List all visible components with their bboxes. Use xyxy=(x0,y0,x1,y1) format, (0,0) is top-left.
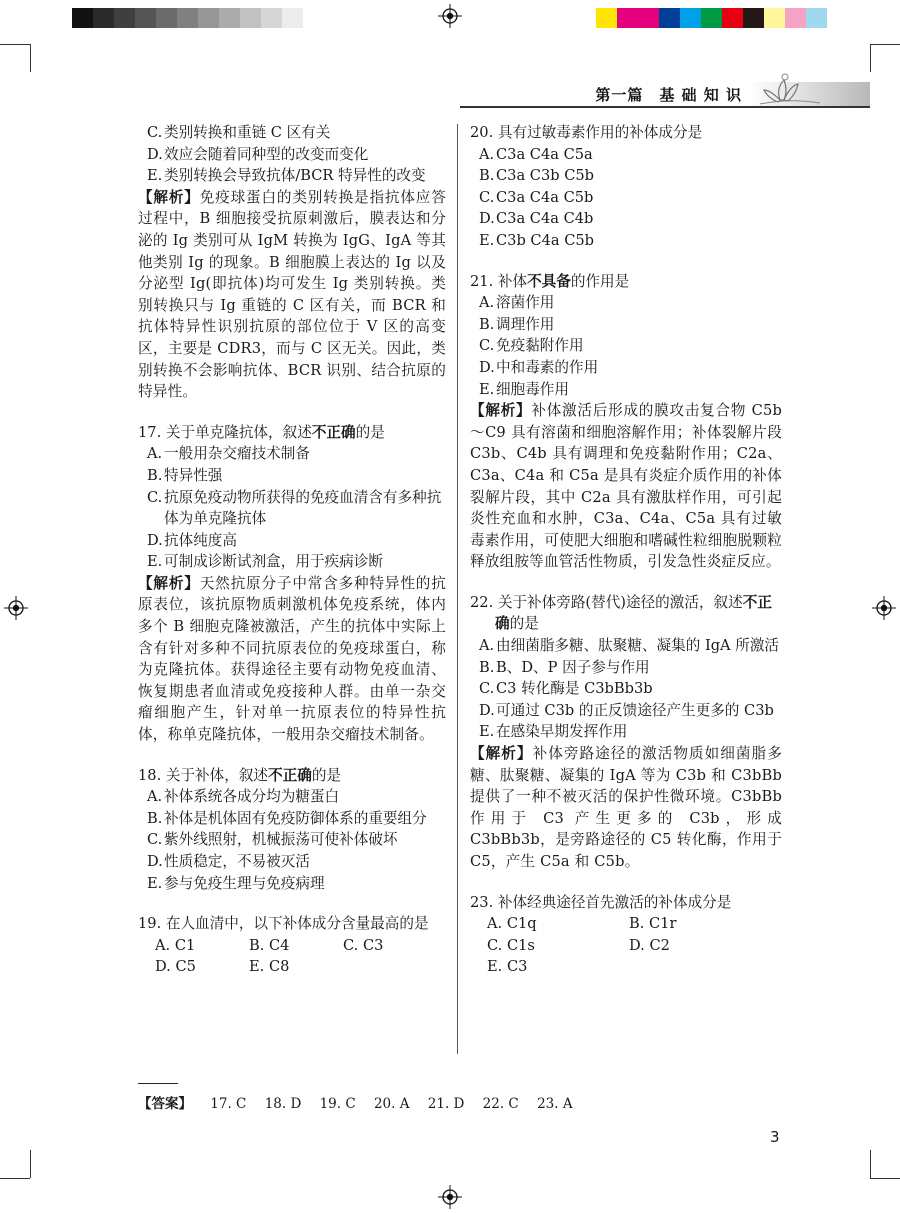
option: E. C3b C4a C5b xyxy=(479,231,595,249)
option: B. C4 xyxy=(249,936,290,954)
answer-item: 17. C xyxy=(210,1096,247,1112)
color-swatch xyxy=(722,8,743,28)
option: E. 在感染早期发挥作用 xyxy=(479,723,628,741)
right-column xyxy=(470,122,782,978)
option: B. C1r xyxy=(629,915,677,933)
running-header xyxy=(460,84,870,108)
option: E. 可制成诊断试剂盒，用于疾病诊断 xyxy=(147,553,383,571)
crop-mark xyxy=(870,44,871,72)
question-stem: 19. 在人血清中，以下补体成分含量最高的是 xyxy=(138,915,429,933)
answer-item: 18. D xyxy=(264,1096,302,1112)
question-stem: 23. 补体经典途径首先激活的补体成分是 xyxy=(470,893,732,911)
color-swatch xyxy=(785,8,806,28)
answer-key xyxy=(138,1092,587,1112)
option: D.抗体纯度高 xyxy=(147,531,237,549)
option: B. C3a C3b C5b xyxy=(479,167,595,185)
gray-swatch xyxy=(198,8,219,28)
option: A. 一般用杂交瘤技术制备 xyxy=(147,445,310,463)
option: C. C3 xyxy=(343,936,384,954)
registration-mark-icon xyxy=(872,596,896,620)
option: E. C8 xyxy=(249,958,290,976)
color-swatch xyxy=(659,8,680,28)
crop-mark xyxy=(870,1150,871,1178)
option: A. 补体系统各成分均为糖蛋白 xyxy=(147,788,340,806)
gray-calibration-strip xyxy=(72,8,303,28)
gray-swatch xyxy=(135,8,156,28)
gray-swatch xyxy=(177,8,198,28)
answer-item: 23. A xyxy=(537,1096,573,1112)
option: C. 抗原免疫动物所获得的免疫血清含有多种抗体为单克隆抗体 xyxy=(147,488,442,528)
option: C. C3 转化酶是 C3bBb3b xyxy=(479,680,653,698)
crop-mark xyxy=(0,44,30,45)
crop-mark xyxy=(870,44,900,45)
option: B. B、D、P 因子参与作用 xyxy=(479,658,650,676)
analysis-paragraph: 【解析】免疫球蛋白的类别转换是指抗体应答过程中，B 细胞接受抗原刺激后，膜表达和分泌的 Ig 类别可从 IgM 转换为 IgG、IgA 等其他类别 Ig 的现象。B 细胞膜上表达的 Ig 以及分泌型 Ig(即抗体)均可发生 Ig 类别转换。类别转换只与 Ig 重链的 C 区有关，而 BCR 和抗体特异性识别抗原的部位位于 V 区的高变区，主要是 CDR3，而与 C 区无关。因此，类别转换不会影响抗体、BCR 识别、结合抗原的特异性。 xyxy=(138,188,446,401)
answer-item: 22. C xyxy=(482,1096,519,1112)
option: B. 调理作用 xyxy=(479,315,555,333)
answer-item: 20. A xyxy=(373,1096,410,1112)
question-stem: 18. 关于补体，叙述不正确的是 xyxy=(138,766,342,784)
option-row xyxy=(470,956,782,978)
color-swatch xyxy=(743,8,764,28)
column-divider xyxy=(457,124,458,1054)
option-row xyxy=(138,956,446,978)
option: A. 由细菌脂多糖、肽聚糖、凝集的 IgA 所激活 xyxy=(479,637,780,655)
option: A. 溶菌作用 xyxy=(479,294,555,312)
registration-mark-icon xyxy=(438,1185,462,1209)
crop-mark xyxy=(30,1150,31,1178)
crop-mark xyxy=(0,1178,30,1179)
question-stem: 20. 具有过敏毒素作用的补体成分是 xyxy=(470,124,703,141)
color-swatch xyxy=(596,8,617,28)
left-column xyxy=(138,122,446,978)
gray-swatch xyxy=(72,8,93,28)
color-swatch xyxy=(617,8,638,28)
option: A. C1 xyxy=(155,936,196,954)
color-swatch xyxy=(701,8,722,28)
analysis-paragraph: 【解析】补体激活后形成的膜攻击复合物 C5b～C9 具有溶菌和细胞溶解作用；补体裂解片段 C3b、C4b 具有调理和免疫黏附作用；C2a、C3a、C4a 和 C5a 是具有炎症介质作用的补体裂解片段，其中 C2a 具有激肽样作用，可引起炎性充血和水肿，C3a、C4a、C5a 具有过敏毒素作用，可使肥大细胞和嗜碱性粒细胞脱颗粒释放组胺等血管活性物质，引发急性炎症反应。 xyxy=(470,402,782,571)
gray-swatch xyxy=(261,8,282,28)
option: A. C1q xyxy=(487,915,537,933)
option: D. C2 xyxy=(629,936,670,954)
gray-swatch xyxy=(282,8,303,28)
analysis-paragraph: 【解析】天然抗原分子中常含多种特异性的抗原表位，该抗原物质刺激机体免疫系统，体内多个 B 细胞克隆被激活，产生的抗体中实际上含有针对多种不同抗原表位的免疫球蛋白，称为克隆抗体。获得途径主要有动物免疫血清、恢复期患者血清或免疫接种人群。由单一杂交瘤细胞产生，针对单一抗原表位的特异性抗体，称单克隆抗体，一般用杂交瘤技术制备。 xyxy=(138,574,446,744)
answer-item: 19. C xyxy=(319,1096,356,1112)
option: C. 紫外线照射，机械振荡可使补体破坏 xyxy=(147,831,398,849)
option-row xyxy=(138,935,446,957)
option: D. C5 xyxy=(155,958,196,976)
option: D.性质稳定，不易被灭活 xyxy=(147,853,310,870)
analysis-paragraph: 【解析】补体旁路途径的激活物质如细菌脂多糖、肽聚糖、凝集的 IgA 等为 C3b 和 C3bBb 提供了一种不被灭活的保护性微环境。C3bBb 作用于 C3 产生更多的 C3b，形成 C3bBb3b，是旁路途径的 C5 转化酶，作用于 C5，产生 C5a 和 C5b。 xyxy=(470,745,782,870)
option: B. 补体是机体固有免疫防御体系的重要组分 xyxy=(147,809,427,827)
color-swatch xyxy=(764,8,785,28)
answer-rule xyxy=(138,1083,178,1084)
option: A. C3a C4a C5a xyxy=(479,145,593,163)
crop-mark xyxy=(30,44,31,72)
gray-swatch xyxy=(93,8,114,28)
question-stem: 22. 关于补体旁路(替代)途径的激活，叙述不正确的是 xyxy=(470,593,772,633)
gray-swatch xyxy=(240,8,261,28)
option: B. 特异性强 xyxy=(147,466,223,484)
gray-swatch xyxy=(114,8,135,28)
option-row xyxy=(470,935,782,957)
option: C. 免疫黏附作用 xyxy=(479,337,584,355)
gray-swatch xyxy=(219,8,240,28)
registration-mark-icon xyxy=(438,4,462,28)
color-swatch xyxy=(806,8,827,28)
registration-mark-icon xyxy=(4,596,28,620)
lotus-logo-icon xyxy=(750,70,870,108)
answer-item: 21. D xyxy=(427,1096,465,1112)
answer-key-label: 【答案】 xyxy=(138,1096,192,1112)
option: C. 类别转换和重链 C 区有关 xyxy=(147,124,331,141)
option: E. 类别转换会导致抗体/BCR 特异性的改变 xyxy=(147,167,426,185)
option: E. 细胞毒作用 xyxy=(479,380,569,398)
color-swatch xyxy=(638,8,659,28)
option: D.可通过 C3b 的正反馈途径产生更多的 C3b xyxy=(479,701,774,719)
page-number: 3 xyxy=(770,1128,780,1146)
option-row xyxy=(470,913,782,935)
option: D.效应会随着同种型的改变而变化 xyxy=(147,145,369,163)
gray-swatch xyxy=(156,8,177,28)
section-title: 第一篇 基 础 知 识 xyxy=(595,86,742,104)
option: D.C3a C4a C4b xyxy=(479,210,594,228)
option: E. C3 xyxy=(487,958,528,976)
question-stem: 21. 补体不具备的作用是 xyxy=(470,272,630,290)
option: C. C1s xyxy=(487,936,535,954)
option: E. 参与免疫生理与免疫病理 xyxy=(147,874,325,892)
option: D.中和毒素的作用 xyxy=(479,358,599,376)
question-stem: 17. 关于单克隆抗体，叙述不正确的是 xyxy=(138,423,385,441)
color-swatch xyxy=(680,8,701,28)
color-calibration-strip xyxy=(596,8,827,28)
option: C. C3a C4a C5b xyxy=(479,188,594,206)
crop-mark xyxy=(870,1178,900,1179)
